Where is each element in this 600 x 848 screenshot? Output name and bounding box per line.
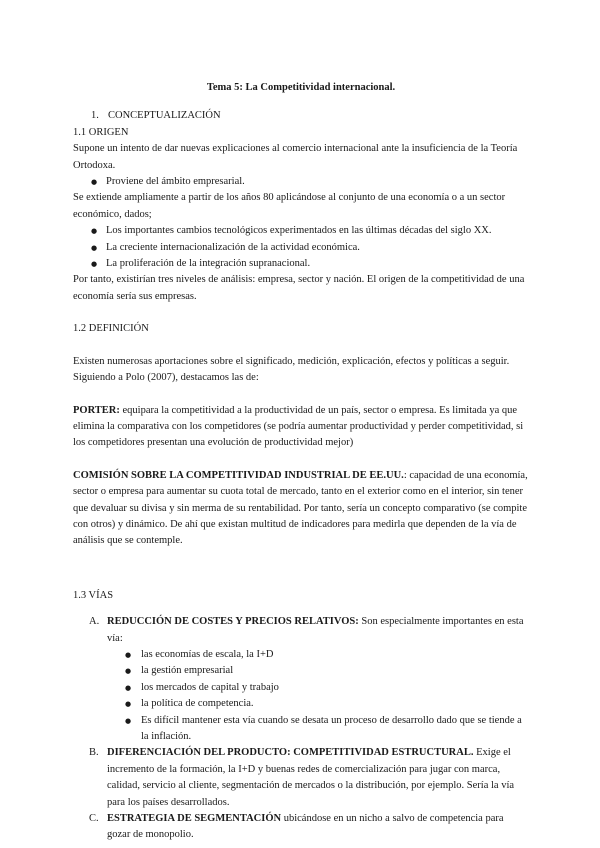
- via-marker-c: C.: [89, 813, 99, 825]
- section-1-label: CONCEPTUALIZACIÓN: [108, 110, 221, 122]
- list-item: ● las economías de escala, la I+D: [107, 647, 529, 663]
- vias-heading: 1.3 VÍAS: [73, 589, 114, 601]
- comision-label: COMISIÓN SOBRE LA COMPETITIVIDAD INDUSTRIAL DE EE.UU.: [73, 469, 404, 481]
- via-a-sublist: [107, 647, 529, 745]
- origen-heading: 1.1 ORIGEN: [73, 126, 129, 138]
- list-item: ● Es difícil mantener esta vía cuando se desata un proceso de desarrollo dado que se tiende a la inflación.: [107, 713, 529, 746]
- porter-paragraph: [73, 403, 529, 452]
- section-1-heading: [91, 108, 529, 124]
- origen-bullet-list-1: [73, 174, 529, 190]
- section-1-number: 1.: [91, 110, 99, 122]
- origen-paragraph-2: Se extiende ampliamente a partir de los años 80 aplicándose al conjunto de una economía o a un sector económico, dados;: [73, 192, 506, 220]
- list-item: ● La proliferación de la integración supranacional.: [73, 256, 529, 272]
- list-item: ● los mercados de capital y trabajo: [107, 680, 529, 696]
- via-item-c: [73, 811, 529, 844]
- origen-paragraph-3: Por tanto, existirían tres niveles de análisis: empresa, sector y nación. El origen de la competitividad de una economía sería sus empresas.: [73, 274, 525, 302]
- via-marker-b: B.: [89, 747, 99, 759]
- via-item-a: [73, 614, 529, 745]
- origen-intro: Supone un intento de dar nuevas explicaciones al comercio internacional ante la insuficiencia de la Teoría Ortodoxa.: [73, 143, 518, 171]
- porter-text: equipara la competitividad a la productividad de un país, sector o empresa. Es limitada ya que elimina la comparativa con los competidores (se podría aumentar productividad y perder competitividad, si los competidores presentan una evolución de productividad mejor): [73, 404, 524, 449]
- document-title: Tema 5: La Competitividad internacional.: [206, 82, 396, 93]
- porter-label: PORTER:: [73, 404, 120, 416]
- via-label-a: REDUCCIÓN DE COSTES Y PRECIOS RELATIVOS:: [107, 616, 359, 628]
- list-item: ● la política de competencia.: [107, 696, 529, 712]
- via-text-b: Exige el incremento de la formación, la I+D y buenas redes de comercialización para jugar con marca, calidad, servicio al cliente, segmentación de mercados o la distribución, por ejemplo. Sería la vía para los países desarrollados.: [107, 747, 515, 808]
- via-marker-a: A.: [89, 616, 100, 628]
- definicion-heading: 1.2 DEFINICIÓN: [73, 323, 149, 335]
- via-text-a: Son especialmente importantes en esta vía:: [107, 616, 524, 644]
- via-text-c: ubicándose en un nicho a salvo de competencia para gozar de monopolio.: [107, 813, 504, 841]
- list-item: ● Proviene del ámbito empresarial.: [73, 174, 529, 190]
- via-label-b: DIFERENCIACIÓN DEL PRODUCTO: COMPETITIVIDAD ESTRUCTURAL.: [107, 747, 474, 759]
- list-item: ● La creciente internacionalización de la actividad económica.: [73, 240, 529, 256]
- comision-paragraph: [73, 468, 529, 550]
- origen-bullet-list-2: [73, 223, 529, 272]
- definicion-intro: Existen numerosas aportaciones sobre el significado, medición, explicación, efectos y políticas a seguir. Siguiendo a Polo (2007), destacamos las de:: [73, 355, 510, 384]
- comision-text: : capacidad de una economía, sector o empresa para aumentar su cuota total de mercado, tanto en el exterior como en el interior, sin tener que devaluar su divisa y sin merma de su rentabilidad. Por tanto, sería un concepto comparativo (se compite con otros) y dinámico. De ahí que existan multitud de indicadores para medirla que dependen de la vía de análisis que se contemple.: [73, 469, 528, 547]
- via-item-b: [73, 745, 529, 811]
- list-item: ● Los importantes cambios tecnológicos experimentados en las últimas décadas del siglo XX.: [73, 223, 529, 239]
- list-item: ● la gestión empresarial: [107, 663, 529, 679]
- document-body: [73, 80, 529, 844]
- via-label-c: ESTRATEGIA DE SEGMENTACIÓN: [107, 813, 282, 825]
